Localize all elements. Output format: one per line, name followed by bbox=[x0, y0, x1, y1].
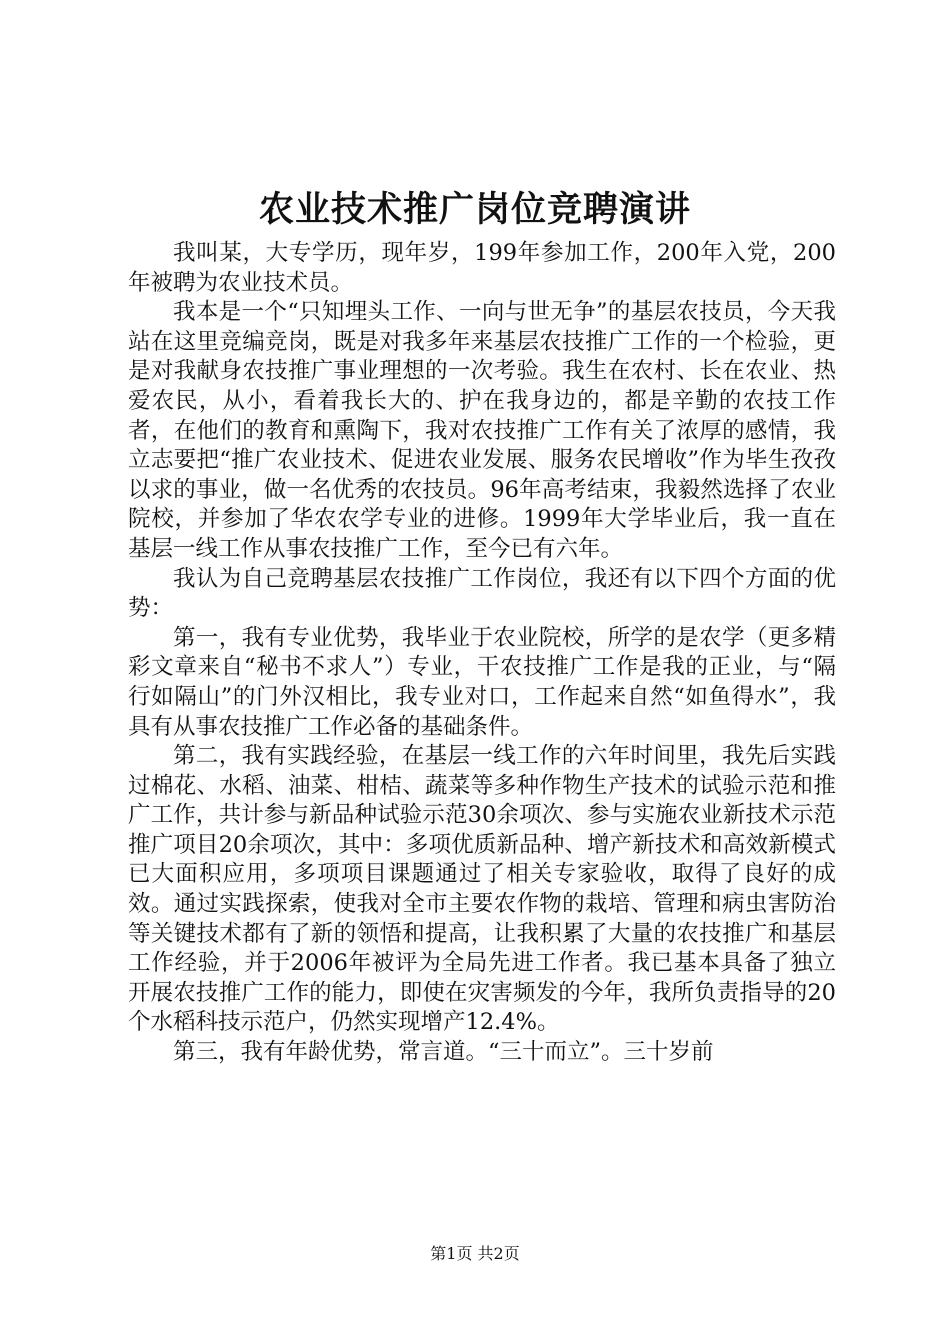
paragraph-intro: 我叫某，大专学历，现年岁，199年参加工作，200年入党，200年被聘为农业技术员。 bbox=[128, 240, 836, 296]
paragraph-advantages-intro: 我认为自己竞聘基层农技推广工作岗位，我还有以下四个方面的优势： bbox=[128, 565, 836, 622]
paragraph-advantage-3: 第三，我有年龄优势，常言道。“三十而立”。三十岁前 bbox=[173, 1039, 714, 1066]
paragraph-advantage-2: 第二，我有实践经验，在基层一线工作的六年时间里，我先后实践过棉花、水稻、油菜、柑桔、蔬菜等多种作物生产技术的试验示范和推广工作，共计参与新品种试验示范30余项次、参与实施农业新技术示范推广项目20余项次，其中：多项优质新品种、增产新技术和高效新模式已大面积应用，多项项目课题通过了相关专家验收，取得了良好的成效。通过实践探索，使我对全市主要农作物的栽培、管理和病虫害防治等关键技术都有了新的领悟和提高，让我积累了大量的农技推广和基层工作经验，并于2006年被评为全局先进工作者。我已基本具备了独立开展农技推广工作的能力，即使在灾害频发的今年，我所负责指导的20个水稻科技示范户，仍然实现增产12.4%。 bbox=[128, 743, 836, 1036]
page-footer: 第1页 共2页 bbox=[430, 1244, 520, 1263]
document-title: 农业技术推广岗位竞聘演讲 bbox=[258, 189, 691, 230]
paragraph-advantage-1: 第一，我有专业优势，我毕业于农业院校，所学的是农学（更多精彩文章来自“秘书不求人”）专业，干农技推广工作是我的正业，与“隔行如隔山”的门外汉相比，我专业对口，工作起来自然“如鱼得水”，我具有从事农技推广工作必备的基础条件。 bbox=[128, 624, 836, 740]
paragraph-background: 我本是一个“只知埋头工作、一向与世无争”的基层农技员，今天我站在这里竞编竞岗，既是对我多年来基层农技推广工作的一个检验，更是对我献身农技推广事业理想的一次考验。我生在农村、长在农业、热爱农民，从小，看着我长大的、护在我身边的，都是辛勤的农技工作者，在他们的教育和熏陶下，我对农技推广工作有关了浓厚的感情，我立志要把“推广农业技术、促进农业发展、服务农民增收”作为毕生孜孜以求的事业，做一名优秀的农技员。96年高考结束，我毅然选择了农业院校，并参加了华农农学专业的进修。1999年大学毕业后，我一直在基层一线工作从事农技推广工作，至今已有六年。 bbox=[128, 299, 836, 562]
document-body bbox=[128, 239, 836, 1068]
